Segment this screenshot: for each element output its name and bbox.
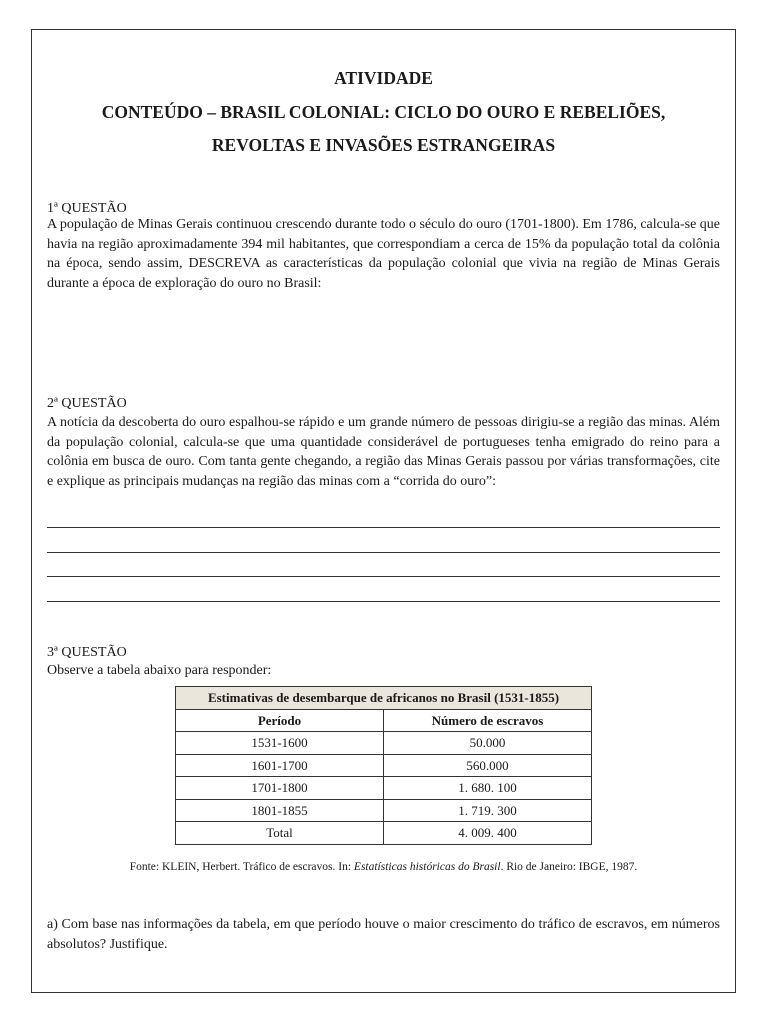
content-title-line-1: CONTEÚDO – BRASIL COLONIAL: CICLO DO OURO E REBELIÕES, (101, 102, 666, 122)
count-cell: 50.000 (384, 732, 592, 755)
count-cell: 1. 680. 100 (384, 777, 592, 800)
period-cell: 1801-1855 (176, 799, 384, 822)
table-caption: Estimativas de desembarque de africanos no Brasil (1531-1855) (176, 687, 592, 710)
answer-line (47, 552, 720, 553)
table-source (47, 862, 720, 874)
slave-trade-table (175, 686, 592, 845)
count-cell: 1. 719. 300 (384, 799, 592, 822)
source-suffix: . Rio de Janeiro: IBGE, 1987. (500, 861, 638, 873)
question-1-text: A população de Minas Gerais continuou crescendo durante todo o século do ouro (1701-1800). Em 1786, calcula-se que havia na região aproximadamente 394 mil habitantes, que correspondiam a cerca de 15% da população total da colônia na época, sendo assim, DESCREVA as características da população colonial que vivia na região de Minas Gerais durante a época de exploração do ouro no Brasil: (47, 217, 720, 291)
activity-title: ATIVIDADE (334, 68, 433, 88)
question-3-intro: Observe a tabela abaixo para responder: (47, 663, 272, 678)
table-row (176, 732, 592, 755)
count-cell: 560.000 (384, 754, 592, 777)
question-3-heading: 3ª QUESTÃO (47, 645, 127, 660)
question-2-heading: 2ª QUESTÃO (47, 396, 127, 411)
source-title: Estatísticas históricas do Brasil (353, 861, 501, 873)
question-1-heading: 1ª QUESTÃO (47, 201, 127, 216)
period-cell: 1601-1700 (176, 754, 384, 777)
question-2-text: A notícia da descoberta do ouro espalhou-se rápido e um grande número de pessoas dirigiu-se a região das minas. Além da população colonial, calcula-se que uma quantidade considerável de portugueses tenha emigrado do reino para a colônia em busca de ouro. Com tanta gente chegando, a região das Minas Gerais passou por várias transformações, cite e explique as principais mudanças na região das minas com a “corrida do ouro”: (47, 415, 720, 489)
table-row (176, 754, 592, 777)
content-title-line-2: REVOLTAS E INVASÕES ESTRANGEIRAS (211, 135, 556, 155)
table-row (176, 777, 592, 800)
source-prefix: Fonte: KLEIN, Herbert. Tráfico de escravos. In: (129, 861, 354, 873)
table-row (176, 799, 592, 822)
total-count-cell: 4. 009. 400 (384, 822, 592, 845)
answer-line (47, 601, 720, 602)
table-row-total (176, 822, 592, 845)
total-label-cell: Total (176, 822, 384, 845)
page-border (31, 29, 736, 993)
answer-line (47, 527, 720, 528)
column-header-period: Período (176, 709, 384, 732)
answer-line (47, 576, 720, 577)
question-3-item-a: a) Com base nas informações da tabela, em que período houve o maior crescimento do tráfico de escravos, em números absolutos? Justifique. (47, 917, 720, 952)
period-cell: 1531-1600 (176, 732, 384, 755)
column-header-count: Número de escravos (384, 709, 592, 732)
period-cell: 1701-1800 (176, 777, 384, 800)
